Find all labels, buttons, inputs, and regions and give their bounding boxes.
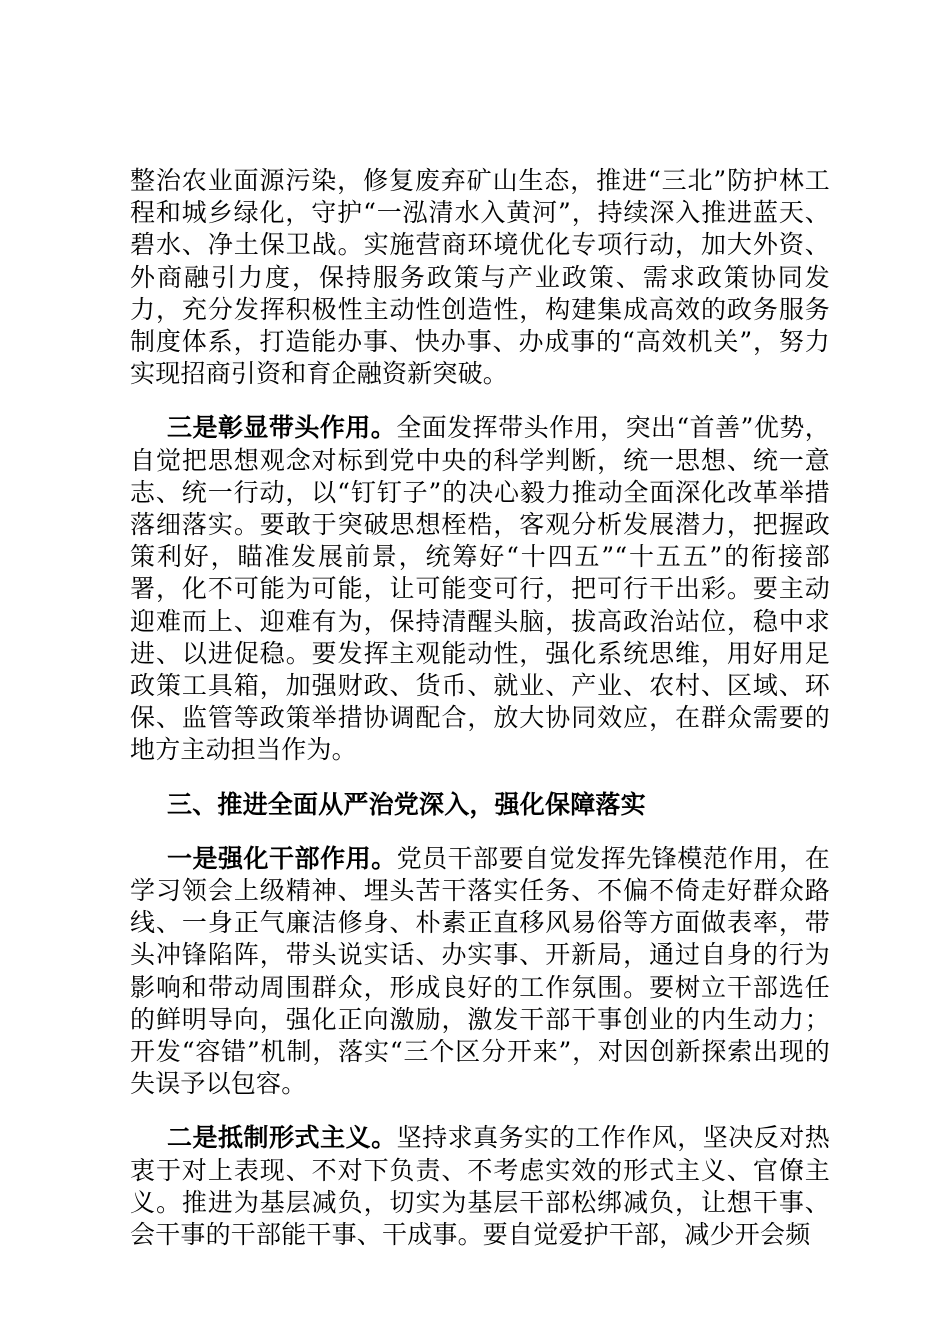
paragraph-continuation — [130, 165, 830, 390]
paragraph-formalism — [130, 1122, 830, 1251]
paragraph-text: 党员干部要自觉发挥先锋模范作用，在学习领会上级精神、埋头苦干落实任务、不偏不倚走好群众路线、一身正气廉洁修身、朴素正直移风易俗等方面做表率，带头冲锋陷阵，带头说实话、办实事、开新局，通过自身的行为影响和带动周围群众，形成良好的工作氛围。要树立干部选任的鲜明导向，强化正向激励，激发干部干事创业的内生动力；开发“容错”机制，落实“三个区分开来”，对因创新探索出现的失误予以包容。 — [130, 843, 830, 1099]
paragraph-text: 整治农业面源污染，修复废弃矿山生态，推进“三北”防护林工程和城乡绿化，守护“一泓清水入黄河”，持续深入推进蓝天、碧水、净土保卫战。实施营商环境优化专项行动，加大外资、外商融引力度，保持服务政策与产业政策、需求政策协同发力，充分发挥积极性主动性创造性，构建集成高效的政务服务制度体系，打造能办事、快办事、办成事的“高效机关”，努力实现招商引资和育企融资新突破。 — [130, 166, 830, 389]
document-body — [130, 165, 830, 1251]
paragraph-lead: 一是强化干部作用。 — [167, 843, 397, 873]
paragraph-lead: 三是彰显带头作用。 — [167, 413, 397, 443]
paragraph-lead: 二是抵制形式主义。 — [167, 1123, 397, 1153]
paragraph-text: 全面发挥带头作用，突出“首善”优势，自觉把思想观念对标到党中央的科学判断，统一思想、统一意志、统一行动，以“钉钉子”的决心毅力推动全面深化改革举措落细落实。要敢于突破思想桎梏，客观分析发展潜力，把握政策利好，瞄准发展前景，统筹好“十四五”“十五五”的衔接部署，化不可能为可能，让可能变可行，把可行干出彩。要主动迎难而上、迎难有为，保持清醒头脑，拔高政治站位，稳中求进、以进促稳。要发挥主观能动性，强化系统思维，用好用足政策工具箱，加强财政、货币、就业、产业、农村、区域、环保、监管等政策举措协调配合，放大协同效应，在群众需要的地方主动担当作为。 — [130, 413, 830, 765]
paragraph-cadre-role — [130, 843, 830, 1101]
section-heading: 三、推进全面从严治党深入，强化保障落实 — [167, 789, 646, 819]
paragraph-lead-role — [130, 412, 830, 766]
paragraph-text: 坚持求真务实的工作作风，坚决反对热衷于对上表现、不对下负责、不考虑实效的形式主义、官僚主义。推进为基层减负，切实为基层干部松绑减负，让想干事、会干事的干部能干事、干成事。要自觉爱护干部，减少开会频 — [130, 1123, 830, 1250]
